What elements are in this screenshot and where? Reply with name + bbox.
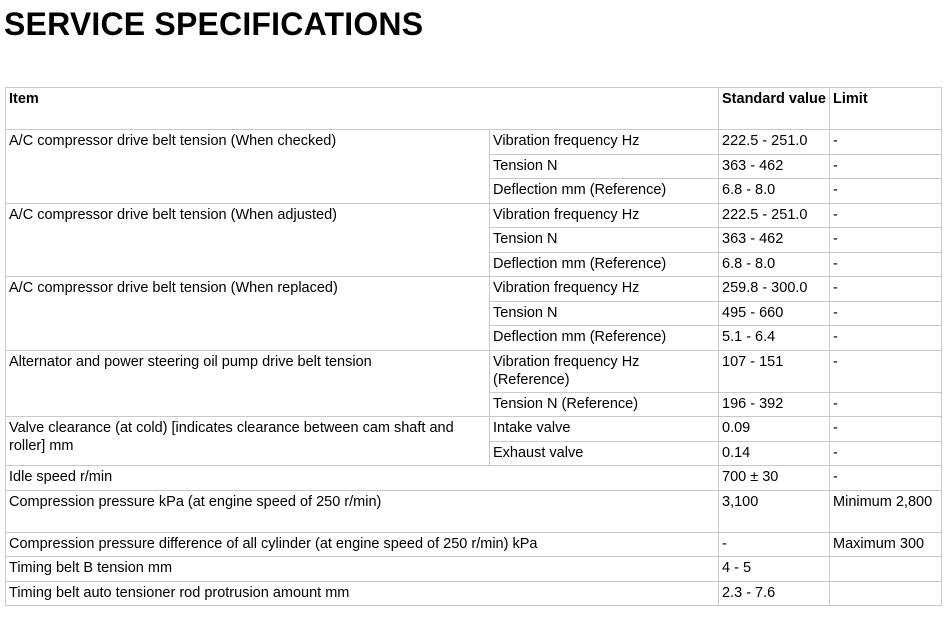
table-row [6, 277, 942, 302]
row-standard-value: 6.8 - 8.0 [719, 179, 830, 204]
row-sub-item: Tension N [490, 154, 719, 179]
row-standard-value: 259.8 - 300.0 [719, 277, 830, 302]
row-standard-value: 107 - 151 [719, 350, 830, 392]
row-sub-item: Vibration frequency Hz [490, 130, 719, 155]
row-limit: - [830, 130, 942, 155]
row-limit: - [830, 301, 942, 326]
table-header-row [6, 88, 942, 130]
row-standard-value: 0.14 [719, 441, 830, 466]
row-item: Compression pressure difference of all cylinder (at engine speed of 250 r/min) kPa [6, 532, 719, 557]
row-item: Valve clearance (at cold) [indicates clearance between cam shaft and roller] mm [6, 417, 490, 466]
row-item: Timing belt B tension mm [6, 557, 719, 582]
row-item: Idle speed r/min [6, 466, 719, 491]
row-standard-value: 495 - 660 [719, 301, 830, 326]
table-row [6, 581, 942, 606]
row-sub-item: Deflection mm (Reference) [490, 326, 719, 351]
row-standard-value: 3,100 [719, 490, 830, 532]
row-standard-value: 222.5 - 251.0 [719, 203, 830, 228]
row-standard-value: 222.5 - 251.0 [719, 130, 830, 155]
row-limit: Maximum 300 [830, 532, 942, 557]
row-sub-item: Deflection mm (Reference) [490, 179, 719, 204]
row-item: A/C compressor drive belt tension (When checked) [6, 130, 490, 204]
header-limit: Limit [830, 88, 942, 130]
row-standard-value: 700 ± 30 [719, 466, 830, 491]
row-item: A/C compressor drive belt tension (When replaced) [6, 277, 490, 351]
table-row [6, 557, 942, 582]
table-row [6, 350, 942, 392]
row-limit: - [830, 203, 942, 228]
row-limit: - [830, 277, 942, 302]
table-row [6, 417, 942, 442]
service-specifications-table [5, 87, 942, 606]
row-item: Compression pressure kPa (at engine speed of 250 r/min) [6, 490, 719, 532]
row-limit: - [830, 326, 942, 351]
row-limit: - [830, 441, 942, 466]
row-standard-value: 5.1 - 6.4 [719, 326, 830, 351]
table-row [6, 130, 942, 155]
row-standard-value: - [719, 532, 830, 557]
header-item: Item [6, 88, 719, 130]
row-standard-value: 6.8 - 8.0 [719, 252, 830, 277]
row-standard-value: 196 - 392 [719, 392, 830, 417]
row-sub-item: Intake valve [490, 417, 719, 442]
row-standard-value: 2.3 - 7.6 [719, 581, 830, 606]
row-limit: - [830, 466, 942, 491]
row-sub-item: Tension N [490, 228, 719, 253]
row-item: Alternator and power steering oil pump drive belt tension [6, 350, 490, 417]
header-standard-value: Standard value [719, 88, 830, 130]
row-limit: - [830, 392, 942, 417]
table-row [6, 532, 942, 557]
row-sub-item: Deflection mm (Reference) [490, 252, 719, 277]
row-sub-item: Vibration frequency Hz [490, 203, 719, 228]
row-standard-value: 0.09 [719, 417, 830, 442]
row-sub-item: Tension N (Reference) [490, 392, 719, 417]
row-sub-item: Vibration frequency Hz [490, 277, 719, 302]
row-limit: - [830, 179, 942, 204]
table-row [6, 203, 942, 228]
row-sub-item: Exhaust valve [490, 441, 719, 466]
row-item: A/C compressor drive belt tension (When adjusted) [6, 203, 490, 277]
row-sub-item: Vibration frequency Hz (Reference) [490, 350, 719, 392]
table-row [6, 466, 942, 491]
row-limit: - [830, 154, 942, 179]
table-row [6, 490, 942, 532]
row-limit [830, 557, 942, 582]
row-standard-value: 4 - 5 [719, 557, 830, 582]
row-limit: - [830, 417, 942, 442]
row-standard-value: 363 - 462 [719, 154, 830, 179]
page-title: SERVICE SPECIFICATIONS [4, 6, 424, 42]
row-limit [830, 581, 942, 606]
row-sub-item: Tension N [490, 301, 719, 326]
row-item: Timing belt auto tensioner rod protrusion amount mm [6, 581, 719, 606]
row-standard-value: 363 - 462 [719, 228, 830, 253]
row-limit: Minimum 2,800 [830, 490, 942, 532]
row-limit: - [830, 350, 942, 392]
row-limit: - [830, 228, 942, 253]
row-limit: - [830, 252, 942, 277]
